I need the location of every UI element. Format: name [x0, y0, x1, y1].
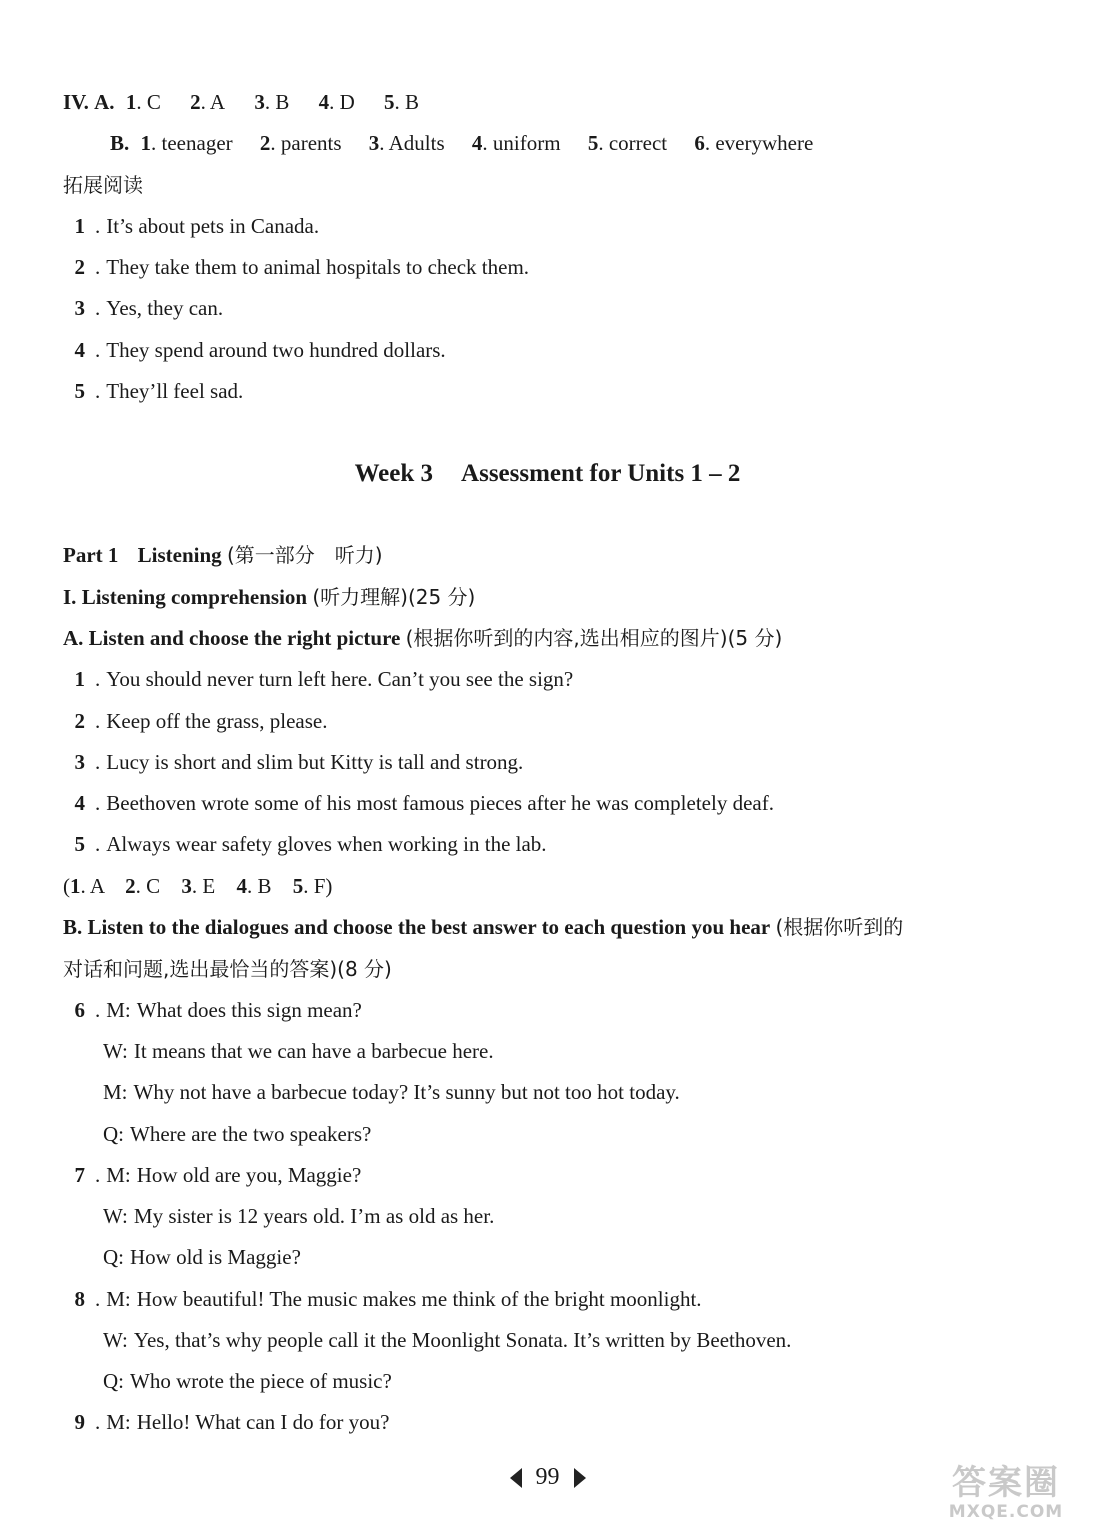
answer-item: 4. uniform — [471, 131, 561, 155]
dialogue-question: Q: How old is Maggie? — [103, 1245, 301, 1269]
page-title: Week 3 Assessment for Units 1 – 2 — [354, 460, 741, 487]
list-item: 2 . They take them to animal hospitals to check them. — [74, 255, 530, 279]
triangle-right-icon — [574, 1468, 586, 1488]
iv-b-answers — [110, 130, 813, 156]
iv-a-label: A. — [94, 90, 115, 114]
iv-a-answers — [63, 89, 419, 115]
iv-b-label: B. — [110, 131, 130, 155]
list-item: 4 . They spend around two hundred dollars. — [74, 338, 446, 362]
answer-item: 1. teenager — [140, 131, 233, 155]
answer-item: 3. B — [254, 90, 290, 114]
dialogue-question: Q: Who wrote the piece of music? — [103, 1369, 392, 1393]
list-item: 4 . Beethoven wrote some of his most famous pieces after he was completely deaf. — [74, 791, 774, 815]
dialogue-question: Q: Where are the two speakers? — [103, 1122, 372, 1146]
dialogue-line: W: My sister is 12 years old. I’m as old as her. — [103, 1204, 495, 1228]
dialogue-7: 7 . M: How old are you, Maggie? — [74, 1163, 362, 1187]
answer-item: 6. everywhere — [694, 131, 814, 155]
section-a-answer-key: (1. A 2. C 3. E 4. B 5. F) — [63, 874, 333, 898]
dialogue-6: 6 . M: What does this sign mean? — [74, 998, 362, 1022]
list-item: 5 . Always wear safety gloves when working in the lab. — [74, 832, 547, 856]
section-i-heading: I. Listening comprehension (听力理解)(25 分) — [63, 585, 476, 609]
section-b-heading: B. Listen to the dialogues and choose the best answer to each question you hear (根据你听到的 — [63, 915, 904, 939]
dialogue-line: W: It means that we can have a barbecue here. — [103, 1039, 494, 1063]
answer-item: 4. D — [318, 90, 355, 114]
list-item: 3 . Yes, they can. — [74, 296, 224, 320]
dialogue-line: W: Yes, that’s why people call it the Moonlight Sonata. It’s written by Beethoven. — [103, 1328, 792, 1352]
answer-item: 1. C — [125, 90, 161, 114]
dialogue-9: 9 . M: Hello! What can I do for you? — [74, 1410, 390, 1434]
list-item: 5 . They’ll feel sad. — [74, 379, 244, 403]
section-b-heading-cont: 对话和问题,选出最恰当的答案)(8 分) — [63, 957, 392, 981]
answer-item: 2. A — [190, 90, 226, 114]
dialogue-8: 8 . M: How beautiful! The music makes me think of the bright moonlight. — [74, 1287, 702, 1311]
list-item: 1 . It’s about pets in Canada. — [74, 214, 320, 238]
part-1-heading: Part 1 Listening (第一部分 听力) — [63, 543, 383, 567]
list-item: 3 . Lucy is short and slim but Kitty is tall and strong. — [74, 750, 524, 774]
iv-label: IV. — [63, 90, 89, 114]
answer-item: 2. parents — [259, 131, 342, 155]
section-a-heading: A. Listen and choose the right picture (根据你听到的内容,选出相应的图片)(5 分) — [63, 626, 783, 650]
dialogue-line: M: Why not have a barbecue today? It’s sunny but not too hot today. — [103, 1080, 680, 1104]
watermark-logo: 答案圈 MXQE.COM — [948, 1463, 1064, 1522]
list-item: 2 . Keep off the grass, please. — [74, 709, 328, 733]
answer-item: 5. correct — [587, 131, 668, 155]
list-item: 1 . You should never turn left here. Can’t you see the sign? — [74, 667, 574, 691]
answer-item: 3. Adults — [368, 131, 445, 155]
extended-reading-heading: 拓展阅读 — [63, 173, 143, 197]
page-number: 99 — [535, 1464, 560, 1490]
triangle-left-icon — [510, 1468, 522, 1488]
answer-item: 5. B — [384, 90, 420, 114]
